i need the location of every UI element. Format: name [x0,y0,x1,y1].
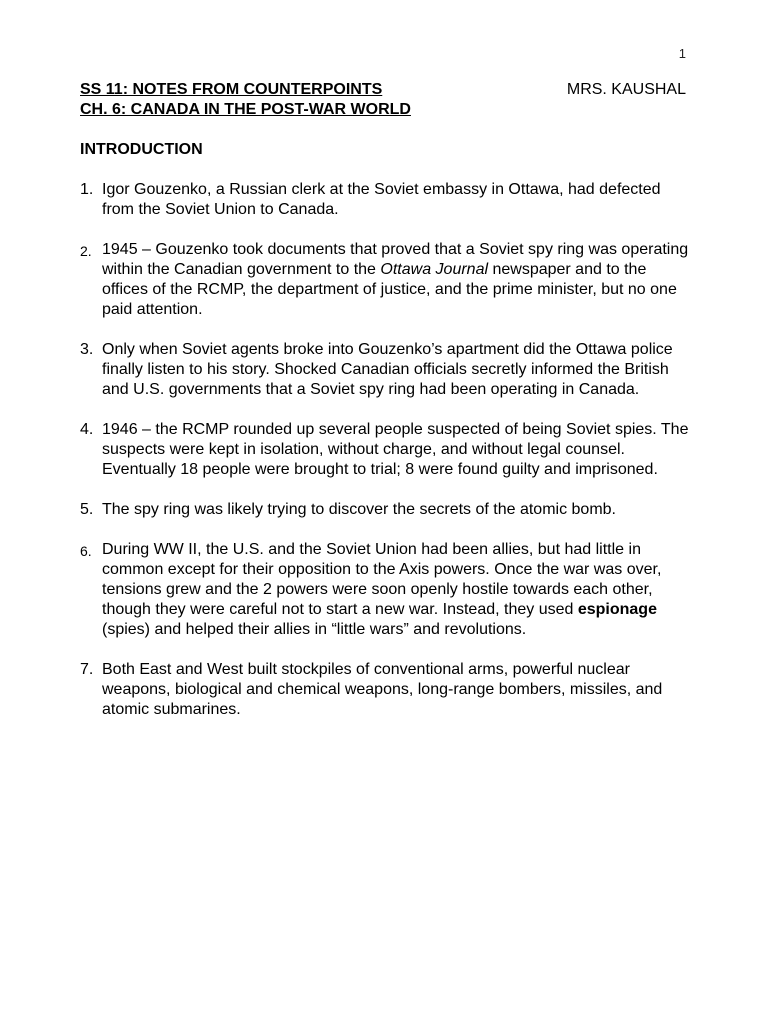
page-number: 1 [678,46,686,61]
item-number: 2. [80,243,92,259]
list-item [80,420,690,480]
item-number: 4. [80,421,94,438]
document-header [80,80,686,120]
item-text: Igor Gouzenko, a Russian clerk at the Soviet embassy in Ottawa, had defected from the Soviet Union to Canada. [102,181,661,218]
notes-list [80,180,690,740]
item-text: The spy ring was likely trying to discover the secrets of the atomic bomb. [102,501,616,518]
list-item [80,340,690,400]
item-text: Both East and West built stockpiles of conventional arms, powerful nuclear weapons, biological and chemical weapons, long-range bombers, missiles, and atomic submarines. [102,661,663,718]
item-text-part: newspaper and to the offices of the RCMP, the department of justice, and the prime minister, but no one paid attention. [102,261,677,318]
item-number: 1. [80,181,94,198]
list-item [80,500,690,520]
section-heading: INTRODUCTION [80,141,203,158]
key-term: espionage [577,601,657,618]
newspaper-name: Ottawa Journal [380,261,489,278]
item-number: 6. [80,543,92,559]
chapter-title: CH. 6: CANADA IN THE POST-WAR WORLD [80,101,411,118]
item-text [102,540,690,640]
item-number: 7. [80,661,94,678]
item-text-part: (spies) and helped their allies in “little wars” and revolutions. [102,621,527,638]
list-item [80,540,690,640]
item-number: 5. [80,501,94,518]
list-item [80,240,690,320]
item-text [102,240,690,320]
item-number: 3. [80,341,94,358]
item-text: 1946 – the RCMP rounded up several people suspected of being Soviet spies. The suspects were kept in isolation, without charge, and without legal counsel. Eventually 18 people were brought to trial; 8 were found guilty and imprisoned. [102,421,689,478]
item-text-part: During WW II, the U.S. and the Soviet Union had been allies, but had little in common except for their opposition to the Axis powers. Once the war was over, tensions grew and the 2 powers were soon openly hostile towards each other, though they were careful not to start a new war. Instead, they used [102,541,662,618]
item-text-part: 1945 – Gouzenko took documents that proved that a Soviet spy ring was operating within the Canadian government to the [102,241,689,278]
list-item [80,180,690,220]
item-text: Only when Soviet agents broke into Gouzenko’s apartment did the Ottawa police finally listen to his story. Shocked Canadian officials secretly informed the British and U.S. governments that a Soviet spy ring had been operating in Canada. [102,341,673,398]
list-item [80,660,690,720]
teacher-name: MRS. KAUSHAL [566,81,686,98]
course-title: SS 11: NOTES FROM COUNTERPOINTS [80,81,383,98]
